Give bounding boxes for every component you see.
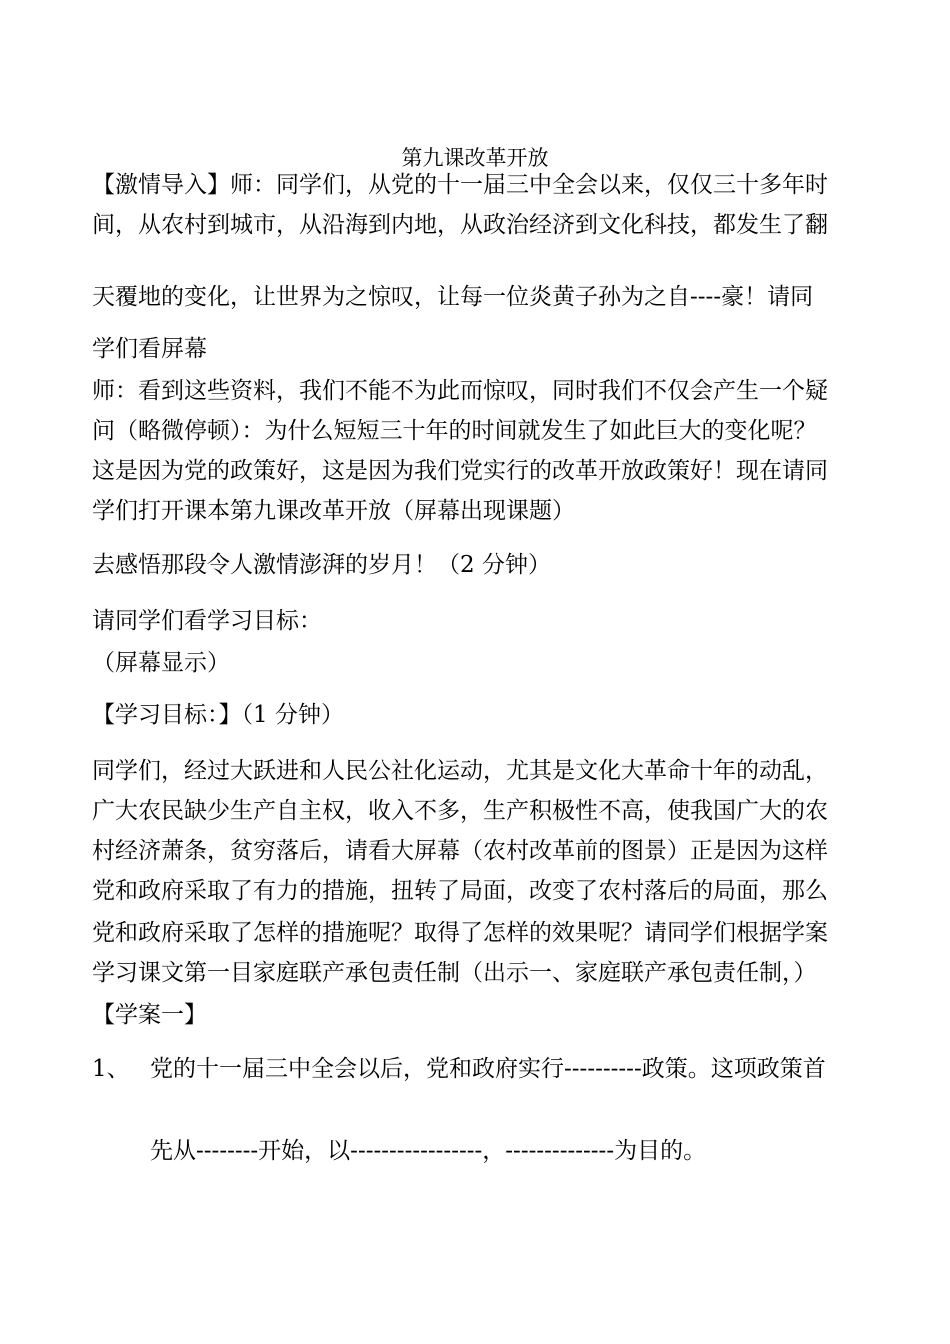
- paragraph-line: 天覆地的变化，让世界为之惊叹，让每一位炎黄子孙为之自----豪！请同: [92, 284, 814, 310]
- question-line: 党的十一届三中全会以后，党和政府实行----------政策。这项政策首: [150, 1056, 826, 1082]
- paragraph-line: 党和政府采取了怎样的措施呢？取得了怎样的效果呢？请同学们根据学案: [92, 920, 828, 946]
- paragraph-line: 去感悟那段令人激情澎湃的岁月！（2 分钟）: [92, 552, 551, 578]
- paragraph-line: 师：看到这些资料，我们不能不为此而惊叹，同时我们不仅会产生一个疑: [92, 378, 828, 404]
- section-heading: 【学案一】: [92, 1002, 207, 1028]
- paragraph-line: 学们打开课本第九课改革开放（屏幕出现课题）: [92, 498, 575, 524]
- paragraph-line: 村经济萧条，贫穷落后，请看大屏幕（农村改革前的图景）正是因为这样: [92, 838, 828, 864]
- paragraph-line: 学们看屏幕: [92, 336, 207, 362]
- paragraph-line: 这是因为党的政策好，这是因为我们党实行的改革开放政策好！现在请同: [92, 458, 828, 484]
- paragraph-line: 间，从农村到城市，从沿海到内地，从政治经济到文化科技，都发生了翻: [92, 212, 828, 238]
- question-number: 1、: [92, 1056, 130, 1082]
- paragraph-line: 学习课文第一目家庭联产承包责任制（出示一、家庭联产承包责任制，）: [92, 960, 817, 986]
- paragraph-line: 广大农民缺少生产自主权，收入不多，生产积极性不高，使我国广大的农: [92, 798, 828, 824]
- paragraph-line: （屏幕显示）: [92, 650, 230, 676]
- page-title: 第九课改革开放: [401, 146, 549, 170]
- paragraph-line: 问（略微停顿）：为什么短短三十年的时间就发生了如此巨大的变化呢？: [92, 418, 817, 444]
- paragraph-line: 【激情导入】师：同学们，从党的十一届三中全会以来，仅仅三十多年时: [92, 172, 828, 198]
- question-line: 先从--------开始，以-----------------，--------------为目的。: [150, 1138, 707, 1164]
- paragraph-line: 请同学们看学习目标：: [92, 608, 322, 634]
- paragraph-line: 同学们，经过大跃进和人民公社化运动，尤其是文化大革命十年的动乱，: [92, 758, 828, 784]
- section-heading: 【学习目标：】（1 分钟）: [92, 702, 344, 728]
- paragraph-line: 党和政府采取了有力的措施，扭转了局面，改变了农村落后的局面，那么: [92, 878, 828, 904]
